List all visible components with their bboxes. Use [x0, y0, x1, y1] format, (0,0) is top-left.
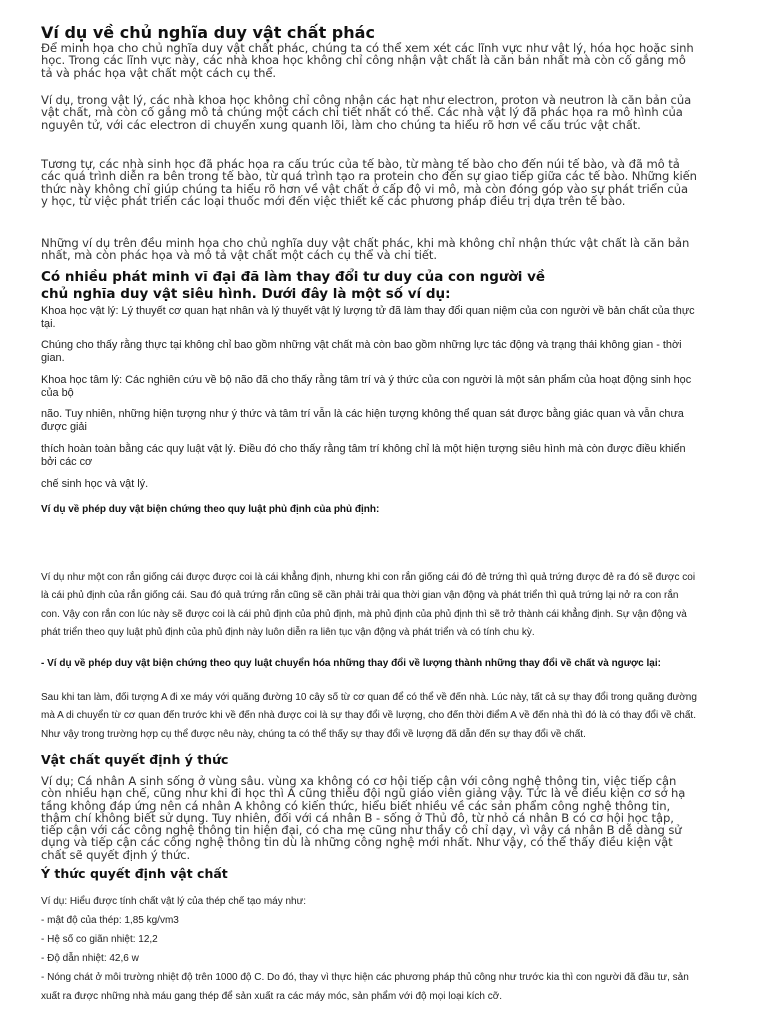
paragraph-psychology: Khoa học tâm lý: Các nghiên cứu về bộ não đã cho thấy rằng tâm trí và ý thức của con người là một sản phẩm của hoạt động sinh học của bộ	[41, 374, 692, 399]
paragraph-physics-science: Khoa học vật lý: Lý thuyết cơ quan hạt nhân và lý thuyết vật lý lượng tử đã làm thay đổi quan niệm của con người về bản chất của thực tại.	[41, 305, 695, 330]
paragraph-biology: Tương tự, các nhà sinh học đã phác họa ra cấu trúc của tế bào, từ màng tế bào cho đến núi tế bào, và đã mô tả các quá trình diễn ra bên trong tế bào, từ quá trình tạo ra protein cho đến sự giao tiếp giữa các tế bào. Những kiến thức này không chỉ giúp chúng ta hiểu rõ hơn về vật chất ở cấp độ vi mô, mà còn đóng góp vào sự phát triển của y học, từ việc phát triển các loại thuốc mới đến việc thiết kế các phương pháp điều trị dựa trên tế bào.	[41, 157, 697, 208]
list-item: - Độ dẫn nhiệt: 42,6 w	[41, 953, 139, 964]
paragraph-negation: Ví dụ như một con rắn giống cái được được coi là cái khẳng định, nhưng khi con rắn giống cái đó đẻ trứng thì quả trứng được đẻ ra đó sẽ được coi là cái phủ định của rắn giống cái. Sau đó quả trứng rắn cũng sẽ cần phải trải qua thời gian vận động và phát triển thì quả trứng lại nở ra con rắn con. Vậy con rắn con lúc này sẽ được coi là cái phủ định của phủ định, mà phủ định của phủ định thì sẽ trở thành cái khẳng định. Sự vận động và phát triển theo quy luật phủ định của phủ định này luôn diễn ra liên tục vận động và phát triển và có tính chu kỳ.	[41, 572, 696, 639]
section-heading-inventions: Có nhiều phát minh vĩ đại đã làm thay đổi tư duy của con người về chủ nghĩa duy vật siêu hình. Dưới đây là một số ví dụ:	[41, 269, 546, 302]
paragraph-conclusion: Những ví dụ trên đều minh họa cho chủ nghĩa duy vật chất phác, khi mà không chỉ nhận thức vật chất là căn bản nhất, mà còn phác họa và mô tả vật chất một cách cụ thể và chi tiết.	[41, 236, 690, 263]
paragraph-quantity: Sau khi tan làm, đối tượng A đi xe máy với quãng đường 10 cây số từ cơ quan để có thể về đến nhà. Lúc này, tất cả sự thay đổi trong quãng đường mà A di chuyển từ cơ quan đến trước khi về đến nhà được coi là sự thay đổi về lượng, cho đến thời điểm A về đến nhà thì đó là có thay đổi về chất. Như vậy trong trường hợp cụ thể được nêu này, chúng ta có thể thấy sự thay đổi về lượng đã dẫn đến sự thay đổi về chất.	[41, 692, 697, 740]
paragraph-mind: não. Tuy nhiên, những hiện tượng như ý thức và tâm trí vẫn là các hiện tượng không thể quan sát được bằng giác quan và vẫn chưa được giải	[41, 408, 684, 433]
list-item: - Hệ số co giãn nhiệt: 12,2	[41, 934, 158, 945]
steel-properties-list	[41, 892, 697, 1006]
list-item: - mật độ của thép: 1,85 kg/vm3	[41, 915, 179, 926]
paragraph-physics: Ví dụ, trong vật lý, các nhà khoa học không chỉ công nhận các hạt như electron, proton và neutron là căn bản của vật chất, mà còn cố gắng mô tả chúng một cách chi tiết nhất có thể. Các nhà vật lý đã phác họa ra mô hình của nguyên tử, với các electron di chuyển xung quanh lõi, làm cho chúng ta hiểu rõ hơn về cấu trúc vật chất.	[41, 93, 692, 132]
list-item: - Nóng chát ở môi trường nhiệt độ trên 1000 độ C. Do đó, thay vì thực hiện các phương pháp thủ công như trước kia thì con người đã đầu tư, sản xuất ra được những nhà máu gang thép để sản xuất ra các máy móc, sản phẩm với độ mọi loại kích cỡ.	[41, 972, 689, 1002]
paragraph-matter-decides: Ví dụ; Cá nhân A sinh sống ở vùng sâu. vùng xa không có cơ hội tiếp cận với công nghệ thông tin, việc tiếp cận còn nhiều hạn chế, cũng như khi đi học thì A cũng thiếu đội ngũ giáo viên giảng vậy. Tức là về điều kiện cơ sở hạ tầng không đáp ứng nên cá nhân A không có kiến thức, hiểu biết nhiều về các sản phẩm công nghệ thông tin, thậm chí không biết sử dụng. Tuy nhiên, đối với cá nhân B - sống ở Thủ đô, từ nhỏ cá nhân B có cơ hội học tập, tiếp cận với các công nghệ thông tin hiện đại, có cha mẹ cũng như thầy cô chỉ dạy, vì vậy cá nhân B dễ dàng sử dụng và tiếp cận các công nghệ thông tin dù là những công nghệ mới nhất. Như vậy, có thể thấy điều kiện vật chất sẽ quyết định ý thức.	[41, 774, 686, 862]
list-item: Ví dụ: Hiểu được tính chất vật lý của thép chế tạo máy như:	[41, 896, 307, 907]
paragraph-mechanism: chế sinh học và vật lý.	[41, 478, 149, 490]
paragraph-reality: Chúng cho thấy rằng thực tại không chỉ bao gồm những vật chất mà còn bao gồm những lực tác động và trạng thái không gian - thời gian.	[41, 339, 682, 364]
heading-negation-example: Ví dụ về phép duy vật biện chứng theo quy luật phủ định của phủ định:	[41, 504, 380, 515]
heading-quantity-example: - Ví dụ về phép duy vật biện chứng theo quy luật chuyển hóa những thay đổi về lượng thành những thay đổi về chất và ngược lại:	[41, 658, 661, 669]
section-heading-consciousness-decides: Ý thức quyết định vật chất	[41, 866, 228, 881]
section-heading-matter-decides: Vật chất quyết định ý thức	[41, 752, 229, 767]
paragraph-intro: Để minh họa cho chủ nghĩa duy vật chất phác, chúng ta có thể xem xét các lĩnh vực như vật lý, hóa học hoặc sinh học. Trong các lĩnh vực này, các nhà khoa học không chỉ công nhận vật chất là căn bản nhất mà còn cố gắng mô tả và phác họa vật chất một cách cụ thể.	[41, 41, 694, 80]
paragraph-mind-laws: thích hoàn toàn bằng các quy luật vật lý. Điều đó cho thấy rằng tâm trí không chỉ là một hiện tượng siêu hình mà còn được điều khiển bởi các cơ	[41, 443, 686, 468]
page-title: Ví dụ về chủ nghĩa duy vật chất phác	[41, 23, 375, 42]
